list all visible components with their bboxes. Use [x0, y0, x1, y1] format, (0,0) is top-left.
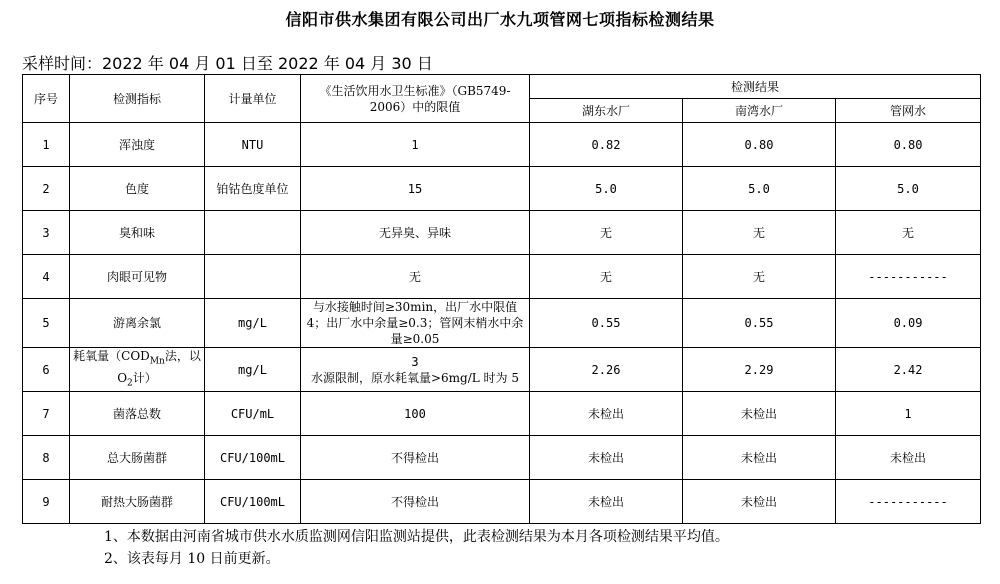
page-title: 信阳市供水集团有限公司出厂水九项管网七项指标检测结果: [285, 10, 715, 29]
row-result-network: 0.80: [836, 123, 981, 167]
row-unit: mg/L: [205, 299, 301, 348]
notes: [104, 526, 729, 570]
row-indicator: 总大肠菌群: [70, 436, 205, 480]
indicator-part: 法，以O: [117, 349, 201, 385]
table-row: [23, 480, 981, 524]
row-limit: 无: [301, 255, 530, 299]
header-indicator: 检测指标: [70, 75, 205, 123]
row-result-plant1: 无: [530, 255, 683, 299]
sampling-period: 采样时间：2022 年 04 月 01 日至 2022 年 04 月 30 日: [22, 54, 433, 73]
row-indicator: 肉眼可见物: [70, 255, 205, 299]
row-result-network: 无: [836, 211, 981, 255]
header-index: 序号: [23, 75, 70, 123]
header-plant2: 南湾水厂: [683, 99, 836, 123]
row-unit: [205, 255, 301, 299]
header-network: 管网水: [836, 99, 981, 123]
table-row: [23, 211, 981, 255]
row-limit: 15: [301, 167, 530, 211]
row-result-network: 1: [836, 392, 981, 436]
row-indicator: 色度: [70, 167, 205, 211]
row-limit: 与水接触时间≥30min，出厂水中限值4；出厂水中余量≥0.3；管网末梢水中余量≥0.05: [301, 299, 530, 348]
row-result-plant1: 0.55: [530, 299, 683, 348]
header-row: [23, 75, 981, 99]
row-index: 9: [23, 480, 70, 524]
row-result-plant2: 2.29: [683, 348, 836, 392]
indicator-part: Mn: [149, 356, 165, 367]
row-result-plant2: 0.80: [683, 123, 836, 167]
row-result-plant1: 0.82: [530, 123, 683, 167]
row-unit: CFU/100mL: [205, 480, 301, 524]
results-table: [22, 74, 981, 524]
table-row: [23, 436, 981, 480]
table-row: [23, 255, 981, 299]
row-index: 7: [23, 392, 70, 436]
row-unit: CFU/100mL: [205, 436, 301, 480]
row-indicator: 臭和味: [70, 211, 205, 255]
row-result-plant1: 无: [530, 211, 683, 255]
row-result-plant2: 无: [683, 255, 836, 299]
row-result-plant2: 无: [683, 211, 836, 255]
header-plant1: 湖东水厂: [530, 99, 683, 123]
row-index: 5: [23, 299, 70, 348]
row-limit: 1: [301, 123, 530, 167]
row-result-network: 5.0: [836, 167, 981, 211]
row-result-plant2: 未检出: [683, 480, 836, 524]
indicator-part: 计）: [132, 370, 157, 385]
row-index: 6: [23, 348, 70, 392]
row-indicator: 耐热大肠菌群: [70, 480, 205, 524]
row-result-plant2: 5.0: [683, 167, 836, 211]
row-unit: CFU/mL: [205, 392, 301, 436]
table-row: [23, 167, 981, 211]
row-limit: 不得检出: [301, 480, 530, 524]
row-result-plant1: 未检出: [530, 392, 683, 436]
table-row: [23, 348, 981, 392]
limit-value: 3: [411, 354, 419, 369]
header-standard: 《生活饮用水卫生标准》（GB5749-2006）中的限值: [301, 75, 530, 123]
row-result-network: 0.09: [836, 299, 981, 348]
row-result-plant2: 未检出: [683, 436, 836, 480]
row-result-plant1: 2.26: [530, 348, 683, 392]
row-indicator: [70, 348, 205, 392]
row-index: 1: [23, 123, 70, 167]
header-unit: 计量单位: [205, 75, 301, 123]
row-limit: [301, 348, 530, 392]
row-indicator: 浑浊度: [70, 123, 205, 167]
row-result-network: -----------: [836, 255, 981, 299]
note-2: 2、该表每月 10 日前更新。: [104, 551, 280, 567]
row-unit: 铂钴色度单位: [205, 167, 301, 211]
row-unit: [205, 211, 301, 255]
note-1: 1、本数据由河南省城市供水水质监测网信阳监测站提供，此表检测结果为本月各项检测结果平均值。: [104, 529, 729, 545]
row-index: 2: [23, 167, 70, 211]
indicator-part: 2: [127, 377, 133, 388]
row-index: 4: [23, 255, 70, 299]
row-index: 3: [23, 211, 70, 255]
table-row: [23, 392, 981, 436]
row-limit: 无异臭、异味: [301, 211, 530, 255]
row-result-plant2: 0.55: [683, 299, 836, 348]
row-unit: NTU: [205, 123, 301, 167]
indicator-part: 耗氧量（COD: [73, 349, 150, 364]
row-result-network: -----------: [836, 480, 981, 524]
row-result-plant1: 未检出: [530, 480, 683, 524]
limit-note: 水源限制，原水耗氧量>6mg/L 时为 5: [310, 370, 520, 385]
row-limit: 100: [301, 392, 530, 436]
row-indicator: 菌落总数: [70, 392, 205, 436]
row-result-plant2: 未检出: [683, 392, 836, 436]
row-unit: mg/L: [205, 348, 301, 392]
table-row: [23, 123, 981, 167]
row-limit: 不得检出: [301, 436, 530, 480]
row-indicator: 游离余氯: [70, 299, 205, 348]
table-row: [23, 299, 981, 348]
header-results: 检测结果: [530, 75, 981, 99]
row-result-plant1: 5.0: [530, 167, 683, 211]
row-index: 8: [23, 436, 70, 480]
row-result-network: 未检出: [836, 436, 981, 480]
row-result-network: 2.42: [836, 348, 981, 392]
row-result-plant1: 未检出: [530, 436, 683, 480]
